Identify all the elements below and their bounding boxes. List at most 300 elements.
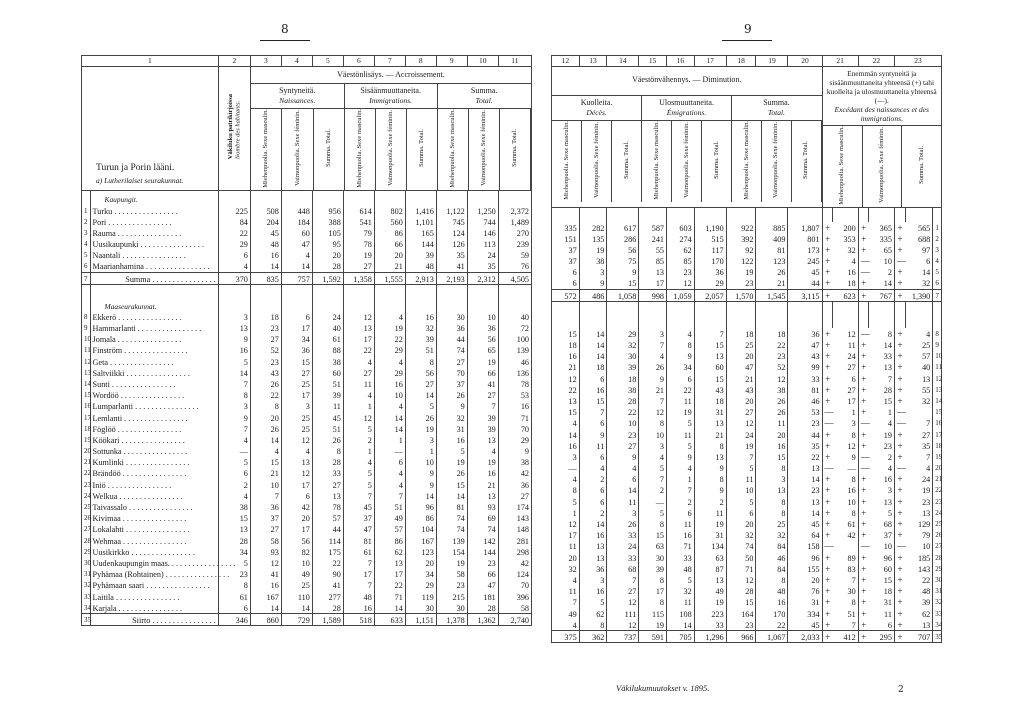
sign-cell: + bbox=[894, 395, 905, 406]
value-cell: 17 bbox=[281, 524, 312, 535]
excess-value: 4 bbox=[905, 462, 933, 473]
value-cell: 48 bbox=[667, 563, 695, 574]
empty-cell bbox=[726, 302, 756, 315]
excess-value: 15 bbox=[869, 395, 895, 406]
value-cell: 7 bbox=[343, 580, 374, 591]
col-number: 4 bbox=[281, 56, 312, 67]
value-cell: 53 bbox=[498, 390, 531, 401]
value-cell: 88 bbox=[312, 345, 343, 356]
female-col-header-text: Vaimonpuolia. Sexe féminin. bbox=[293, 110, 301, 186]
empty-cell bbox=[579, 302, 607, 315]
empty-cell bbox=[822, 314, 833, 328]
value-cell: 6 bbox=[579, 485, 607, 496]
value-cell: — bbox=[552, 462, 580, 473]
excess-value: 129 bbox=[905, 518, 933, 529]
value-cell: 15 bbox=[250, 457, 281, 468]
value-cell: 885 bbox=[756, 222, 788, 233]
sign-cell: + bbox=[822, 586, 833, 597]
value-cell: 55 bbox=[639, 244, 667, 255]
excess-value: 7 bbox=[905, 418, 933, 429]
value-cell: 6 bbox=[374, 457, 405, 468]
empty-cell bbox=[869, 314, 895, 328]
value-cell: 215 bbox=[436, 591, 467, 602]
value-cell: 59 bbox=[498, 250, 531, 261]
value-cell: 1 bbox=[343, 401, 374, 412]
value-cell: 62 bbox=[667, 244, 695, 255]
sign-cell: + bbox=[894, 267, 905, 278]
excess-value: 707 bbox=[905, 631, 933, 643]
value-cell: 14 bbox=[250, 602, 281, 614]
value-cell: 79 bbox=[343, 227, 374, 238]
sign-cell: + bbox=[822, 619, 833, 631]
value-cell: 5 bbox=[218, 356, 250, 367]
value-cell: 23 bbox=[467, 557, 498, 568]
row-number: 13 bbox=[933, 384, 942, 395]
empty-cell bbox=[467, 190, 498, 205]
empty-cell bbox=[436, 285, 467, 298]
excess-value: 7 bbox=[869, 373, 895, 384]
value-cell: 15 bbox=[218, 513, 250, 524]
value-cell: 29 bbox=[694, 278, 726, 290]
value-cell: 96 bbox=[788, 552, 822, 563]
table-row bbox=[552, 429, 942, 440]
male-col-header bbox=[552, 120, 582, 202]
table-row bbox=[552, 407, 942, 418]
place-name: Sunti . . . . . . . . . . . . . . . . bbox=[90, 378, 218, 389]
value-cell: 3,115 bbox=[788, 290, 822, 302]
value-cell: 36 bbox=[281, 345, 312, 356]
value-cell: 52 bbox=[250, 345, 281, 356]
value-cell: 8 bbox=[639, 518, 667, 529]
value-cell: 396 bbox=[498, 591, 531, 602]
row-number: 34 bbox=[933, 619, 942, 631]
value-cell: 124 bbox=[498, 569, 531, 580]
page-number-rule bbox=[260, 40, 310, 41]
value-cell: 85 bbox=[639, 255, 667, 266]
value-cell: 23 bbox=[250, 356, 281, 367]
value-cell: 29 bbox=[218, 238, 250, 249]
male-col-header-text: Miehenpuolia. Sexe masculin. bbox=[355, 108, 363, 188]
row-number: 11 bbox=[933, 362, 942, 373]
total-col-header-text: Summa. Total. bbox=[622, 141, 630, 179]
value-cell: 44 bbox=[788, 278, 822, 290]
place-name: Wehmaa . . . . . . . . . . . . . . . . bbox=[90, 535, 218, 546]
row-number: 18 bbox=[82, 423, 91, 434]
female-col-header-text: Vaimonpuolia. Sexe féminin. bbox=[772, 122, 780, 198]
value-cell: 12 bbox=[552, 518, 580, 529]
value-cell: 4 bbox=[607, 462, 639, 473]
value-cell: 7 bbox=[607, 574, 639, 585]
place-name: Welkua . . . . . . . . . . . . . . . . bbox=[90, 490, 218, 501]
value-cell: 9 bbox=[218, 412, 250, 423]
excess-value: 35 bbox=[905, 440, 933, 451]
value-cell: 81 bbox=[343, 535, 374, 546]
empty-cell bbox=[405, 285, 436, 298]
value-cell: 26 bbox=[607, 518, 639, 529]
value-cell: 6 bbox=[579, 373, 607, 384]
value-cell: 5 bbox=[639, 462, 667, 473]
value-cell: 19 bbox=[667, 407, 695, 418]
decrease-title: Väestönvähennys. — Diminution. bbox=[552, 67, 822, 96]
value-cell: 4 bbox=[467, 445, 498, 456]
value-cell: 52 bbox=[756, 362, 788, 373]
place-name: Sottunka . . . . . . . . . . . . . . . . bbox=[90, 445, 218, 456]
value-cell: 43 bbox=[694, 384, 726, 395]
value-cell: 36 bbox=[498, 479, 531, 490]
row-number: 1 bbox=[933, 222, 942, 233]
table-row bbox=[82, 322, 532, 333]
sign-cell: — bbox=[858, 451, 869, 462]
value-cell: 14 bbox=[552, 429, 580, 440]
value-cell: 362 bbox=[579, 631, 607, 643]
row-number: 21 bbox=[933, 474, 942, 485]
female-col-header-text: Vaimonpuolia. Sexe féminin. bbox=[593, 122, 601, 198]
excess-value: 27 bbox=[833, 362, 859, 373]
table-row bbox=[552, 518, 942, 529]
immigrations-header: Sisäänmuuttaneita. Immigrations. bbox=[344, 84, 437, 109]
excess-value: 143 bbox=[905, 563, 933, 574]
spacer-row bbox=[552, 302, 942, 315]
value-cell: 20 bbox=[405, 557, 436, 568]
value-cell: 3 bbox=[756, 474, 788, 485]
empty-cell bbox=[250, 297, 281, 311]
value-cell: 33 bbox=[788, 373, 822, 384]
value-cell: 5 bbox=[343, 479, 374, 490]
table-row bbox=[82, 334, 532, 345]
row-number: 8 bbox=[933, 328, 942, 339]
value-cell: 6 bbox=[667, 373, 695, 384]
excess-value: 68 bbox=[869, 518, 895, 529]
excess-value: 39 bbox=[905, 597, 933, 608]
row-number: 9 bbox=[82, 322, 91, 333]
value-cell: 5 bbox=[218, 557, 250, 568]
table-row bbox=[82, 580, 532, 591]
col-number: 10 bbox=[467, 56, 498, 67]
value-cell: 31 bbox=[694, 407, 726, 418]
value-cell: 17 bbox=[343, 334, 374, 345]
value-cell: 23 bbox=[218, 569, 250, 580]
value-cell: 17 bbox=[639, 278, 667, 290]
excess-value: 353 bbox=[833, 233, 859, 244]
table-row bbox=[552, 290, 942, 302]
value-cell: 8 bbox=[756, 496, 788, 507]
col-number: 15 bbox=[639, 56, 667, 67]
row-number: 26 bbox=[82, 513, 91, 524]
value-cell: 274 bbox=[667, 233, 695, 244]
sign-cell: + bbox=[894, 586, 905, 597]
value-cell: 63 bbox=[639, 541, 667, 552]
value-cell: 36 bbox=[788, 328, 822, 339]
value-cell: 12 bbox=[607, 619, 639, 631]
table-row bbox=[552, 485, 942, 496]
value-cell: 9 bbox=[667, 451, 695, 462]
decrease-header bbox=[552, 66, 823, 207]
sign-cell: — bbox=[858, 462, 869, 473]
value-cell: 170 bbox=[756, 608, 788, 619]
male-col-header-text: Miehenpuolia. Sexe masculin. bbox=[449, 108, 457, 188]
sign-cell: + bbox=[822, 429, 833, 440]
value-cell: 1 bbox=[374, 434, 405, 445]
value-cell: 24 bbox=[467, 250, 498, 261]
value-cell: 19 bbox=[726, 440, 756, 451]
value-cell: 10 bbox=[281, 557, 312, 568]
excess-value: 60 bbox=[869, 563, 895, 574]
excess-value: 7 bbox=[905, 451, 933, 462]
row-number: 12 bbox=[82, 356, 91, 367]
value-cell: 126 bbox=[436, 238, 467, 249]
value-cell: 12 bbox=[639, 407, 667, 418]
empty-cell bbox=[694, 302, 726, 315]
value-cell: 16 bbox=[756, 440, 788, 451]
table-row bbox=[82, 261, 532, 273]
col-number: 9 bbox=[436, 56, 467, 67]
value-cell: 115 bbox=[639, 608, 667, 619]
towns-section bbox=[552, 207, 942, 222]
value-cell: 62 bbox=[579, 608, 607, 619]
row-number: 14 bbox=[82, 378, 91, 389]
row-number bbox=[82, 297, 91, 311]
excess-value: 3 bbox=[869, 485, 895, 496]
value-cell: 33 bbox=[694, 619, 726, 631]
excess-value: 335 bbox=[869, 233, 895, 244]
excess-value: 8 bbox=[833, 474, 859, 485]
empty-cell bbox=[667, 314, 695, 328]
empty-cell bbox=[374, 190, 405, 205]
value-cell: 1,555 bbox=[374, 273, 405, 285]
value-cell: 33 bbox=[667, 552, 695, 563]
table-row bbox=[552, 552, 942, 563]
table-row bbox=[82, 311, 532, 322]
row-number: 7 bbox=[933, 290, 942, 302]
excess-value: 623 bbox=[833, 290, 859, 302]
excess-value bbox=[833, 541, 859, 552]
value-cell: 8 bbox=[552, 485, 580, 496]
value-cell: 12 bbox=[726, 574, 756, 585]
col-number: 23 bbox=[894, 56, 941, 67]
value-cell: 757 bbox=[281, 273, 312, 285]
value-cell: 113 bbox=[467, 238, 498, 249]
table-row bbox=[552, 233, 942, 244]
value-cell: 154 bbox=[436, 546, 467, 557]
value-cell: 14 bbox=[250, 434, 281, 445]
row-number: 14 bbox=[933, 395, 942, 406]
male-col-header bbox=[437, 108, 468, 190]
value-cell: 40 bbox=[498, 311, 531, 322]
value-cell: 7 bbox=[552, 597, 580, 608]
value-cell: 44 bbox=[788, 429, 822, 440]
value-cell: 998 bbox=[639, 290, 667, 302]
value-cell: 20 bbox=[756, 429, 788, 440]
value-cell: 515 bbox=[694, 233, 726, 244]
value-cell: 23 bbox=[436, 580, 467, 591]
empty-cell bbox=[858, 207, 869, 222]
value-cell: 30 bbox=[436, 602, 467, 614]
excess-value: 61 bbox=[833, 518, 859, 529]
sign-cell: + bbox=[894, 597, 905, 608]
value-cell: 3 bbox=[552, 451, 580, 462]
value-cell: 4 bbox=[667, 328, 695, 339]
row-number: 17 bbox=[933, 429, 942, 440]
region-title: Turun ja Porin lääni. bbox=[96, 162, 175, 173]
table-row bbox=[552, 530, 942, 541]
value-cell: 3 bbox=[579, 574, 607, 585]
row-number: 32 bbox=[82, 580, 91, 591]
value-cell: 31 bbox=[694, 530, 726, 541]
value-cell: 29 bbox=[374, 345, 405, 356]
value-cell: — bbox=[374, 445, 405, 456]
value-cell: 41 bbox=[467, 378, 498, 389]
sign-cell: + bbox=[822, 373, 833, 384]
value-cell: 4 bbox=[218, 261, 250, 273]
value-cell: 99 bbox=[788, 362, 822, 373]
value-cell: 65 bbox=[467, 345, 498, 356]
value-cell: 78 bbox=[343, 238, 374, 249]
table-row bbox=[82, 227, 532, 238]
sign-cell: + bbox=[858, 552, 869, 563]
value-cell: 541 bbox=[343, 216, 374, 227]
value-cell: 1,416 bbox=[405, 205, 436, 216]
value-cell: 1,592 bbox=[312, 273, 343, 285]
row-number: 18 bbox=[933, 440, 942, 451]
value-cell: 105 bbox=[312, 227, 343, 238]
value-cell: 14 bbox=[405, 490, 436, 501]
value-cell: 298 bbox=[498, 546, 531, 557]
value-cell: 18 bbox=[756, 328, 788, 339]
value-cell: 16 bbox=[250, 580, 281, 591]
value-cell: 20 bbox=[726, 518, 756, 529]
value-cell: 22 bbox=[607, 407, 639, 418]
value-cell: 21 bbox=[250, 468, 281, 479]
excess-value: 1,390 bbox=[905, 290, 933, 302]
towns-section bbox=[82, 190, 532, 205]
col-number: 1 bbox=[82, 56, 219, 67]
table-row bbox=[552, 597, 942, 608]
value-cell: 7 bbox=[639, 474, 667, 485]
value-cell: 21 bbox=[726, 373, 756, 384]
row-number: 33 bbox=[933, 608, 942, 619]
table-row bbox=[552, 462, 942, 473]
signature-mark: 2 bbox=[898, 685, 904, 695]
value-cell: 76 bbox=[498, 261, 531, 273]
value-cell: 13 bbox=[343, 322, 374, 333]
value-cell: 28 bbox=[312, 261, 343, 273]
value-cell: 4 bbox=[667, 462, 695, 473]
value-cell: 7 bbox=[667, 485, 695, 496]
empty-cell bbox=[607, 302, 639, 315]
place-name: Lokalahti . . . . . . . . . . . . . . . . bbox=[90, 524, 218, 535]
value-cell: 38 bbox=[579, 255, 607, 266]
value-cell: 4 bbox=[639, 451, 667, 462]
sign-cell: + bbox=[858, 619, 869, 631]
value-cell: 60 bbox=[312, 367, 343, 378]
row-number: 12 bbox=[933, 373, 942, 384]
value-cell: 39 bbox=[405, 334, 436, 345]
excess-value: 48 bbox=[905, 586, 933, 597]
value-cell: 20 bbox=[552, 552, 580, 563]
excess-value: 17 bbox=[833, 395, 859, 406]
male-col-header-text: Miehenpuolia. Sexe masculin. bbox=[652, 120, 660, 200]
table-row bbox=[82, 591, 532, 602]
value-cell: 4 bbox=[579, 462, 607, 473]
value-cell: 486 bbox=[579, 290, 607, 302]
excess-value: 11 bbox=[869, 608, 895, 619]
excess-value: 8 bbox=[869, 328, 895, 339]
value-cell: 7 bbox=[467, 401, 498, 412]
place-name: Köökari . . . . . . . . . . . . . . . . bbox=[90, 434, 218, 445]
value-cell: 15 bbox=[756, 451, 788, 462]
empty-cell bbox=[905, 207, 933, 222]
sign-cell: + bbox=[894, 362, 905, 373]
value-cell: 117 bbox=[694, 244, 726, 255]
place-name: Kivimaa . . . . . . . . . . . . . . . . bbox=[90, 513, 218, 524]
sign-cell: + bbox=[822, 278, 833, 290]
value-cell: 239 bbox=[498, 238, 531, 249]
value-cell: 16 bbox=[436, 434, 467, 445]
value-cell: 223 bbox=[694, 608, 726, 619]
emigrations-header: Ulosmuuttaneita. Émigrations. bbox=[642, 96, 732, 121]
table-row bbox=[82, 457, 532, 468]
empty-cell bbox=[833, 314, 859, 328]
value-cell: 11 bbox=[552, 541, 580, 552]
row-number: 13 bbox=[82, 367, 91, 378]
value-cell: 124 bbox=[436, 227, 467, 238]
value-cell: 175 bbox=[312, 546, 343, 557]
excess-value: 27 bbox=[905, 429, 933, 440]
value-cell: 13 bbox=[312, 490, 343, 501]
row-number: 7 bbox=[82, 273, 91, 285]
value-cell: 13 bbox=[788, 496, 822, 507]
place-name: Lumparlanti . . . . . . . . . . . . . . . . bbox=[90, 401, 218, 412]
value-cell: 62 bbox=[374, 546, 405, 557]
sign-cell: + bbox=[822, 563, 833, 574]
value-cell: 46 bbox=[498, 356, 531, 367]
row-number: 8 bbox=[82, 311, 91, 322]
value-cell: 37 bbox=[552, 255, 580, 266]
value-cell: 5 bbox=[343, 423, 374, 434]
total-col-header-text: Summa. Total. bbox=[712, 141, 720, 179]
value-cell: 1,190 bbox=[694, 222, 726, 233]
excess-value: 10 bbox=[869, 541, 895, 552]
excess-value: 37 bbox=[869, 530, 895, 541]
value-cell: 104 bbox=[405, 524, 436, 535]
value-cell: 11 bbox=[312, 401, 343, 412]
value-cell: 36 bbox=[250, 501, 281, 512]
value-cell: 11 bbox=[756, 418, 788, 429]
sign-cell: + bbox=[822, 552, 833, 563]
value-cell: 4 bbox=[281, 250, 312, 261]
value-cell: 30 bbox=[607, 351, 639, 362]
excess-value: 33 bbox=[869, 351, 895, 362]
male-col-header bbox=[251, 108, 282, 190]
value-cell: 14 bbox=[374, 412, 405, 423]
value-cell: 4 bbox=[218, 490, 250, 501]
value-cell: 86 bbox=[374, 535, 405, 546]
value-cell: 5 bbox=[405, 401, 436, 412]
place-name: Pyhämaa (Rohtainen) . . . . . . . . . . . . . . . . bbox=[90, 569, 218, 580]
excess-value: 96 bbox=[869, 552, 895, 563]
value-cell: 14 bbox=[579, 518, 607, 529]
value-cell: 18 bbox=[607, 373, 639, 384]
col-number: 17 bbox=[694, 56, 726, 67]
sign-cell: + bbox=[822, 474, 833, 485]
sign-cell: + bbox=[822, 631, 833, 643]
value-cell: 13 bbox=[281, 457, 312, 468]
sign-cell: + bbox=[822, 530, 833, 541]
row-number: 17 bbox=[82, 412, 91, 423]
value-cell: 173 bbox=[788, 244, 822, 255]
value-cell: 4 bbox=[281, 445, 312, 456]
empty-cell bbox=[726, 207, 756, 222]
